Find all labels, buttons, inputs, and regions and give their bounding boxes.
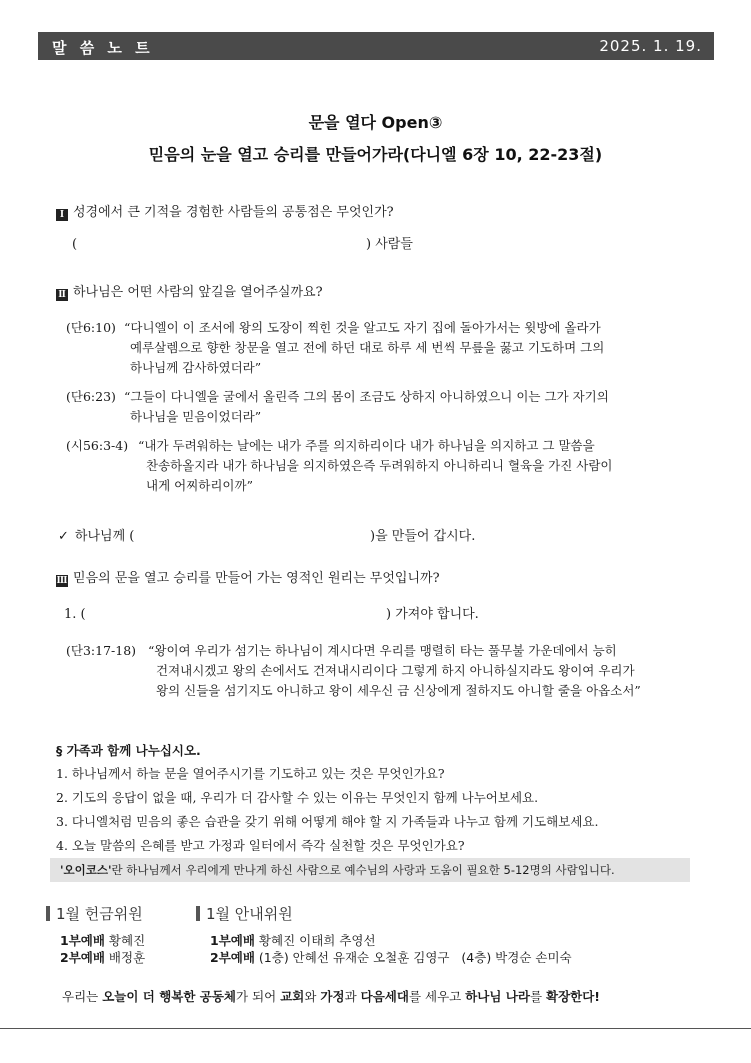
- section3-question: 믿음의 문을 열고 승리를 만들어 가는 영적인 원리는 무엇입니까?: [73, 571, 440, 586]
- guide-row: [210, 932, 376, 949]
- motto-emphasis: 교회: [280, 989, 305, 1004]
- verse-line: “왕이여 우리가 섬기는 하나님이 계시다면 우리를 맹렬히 타는 풀무불 가운데에서 능히: [148, 643, 617, 658]
- guide-committee-heading: [196, 903, 293, 924]
- motto-text: 를: [529, 989, 546, 1004]
- motto-text: 과: [344, 989, 361, 1004]
- verse-line: 내게 어찌하리이까”: [146, 478, 253, 493]
- motto-emphasis: 오늘이 더 행복한 공동체: [102, 989, 237, 1004]
- offering-row: [60, 949, 145, 966]
- bottom-divider: [0, 1028, 751, 1029]
- family-question: 2. 기도의 응답이 없을 때, 우리가 더 감사할 수 있는 이유는 무엇인지 함께 나누어보세요.: [56, 790, 539, 805]
- section3-numeral: Ⅲ: [56, 576, 68, 586]
- oikos-term: '오이코스': [60, 863, 112, 877]
- section2-question-row: [56, 283, 323, 303]
- check-mark-icon: ✓: [58, 529, 69, 544]
- service-label: 1부예배: [210, 933, 255, 948]
- motto-text: 우리는: [62, 989, 103, 1004]
- verse-ref: (단3:17-18): [66, 643, 137, 658]
- verse-ref: (단6:10): [66, 320, 116, 335]
- verse-line: 건져내시겠고 왕의 손에서도 건져내시리이다 그렇게 하지 아니하실지라도 왕이여 우리가: [156, 663, 635, 678]
- verse-line: “그들이 다니엘을 굴에서 올린즉 그의 몸이 조금도 상하지 아니하였으니 이는 그가 자기의: [124, 389, 609, 404]
- member-names: 황혜진: [108, 933, 146, 948]
- check-blank-open: 하나님께 (: [74, 529, 135, 544]
- service-label: 2부예배: [210, 950, 255, 965]
- family-question: 1. 하나님께서 하늘 문을 열어주시기를 기도하고 있는 것은 무엇인가요?: [56, 766, 445, 781]
- section2-question: 하나님은 어떤 사람의 앞길을 열어주실까요?: [73, 285, 323, 300]
- header-title: 말 씀 노 트: [52, 39, 154, 57]
- verse-line: 하나님을 믿음이었더라”: [130, 409, 262, 424]
- verse-line: 찬송하올지라 내가 하나님을 의지하였은즉 두려워하지 아니하리니 혈육을 가진 사람이: [146, 458, 613, 473]
- verse-line: 하나님께 감사하였더라”: [130, 360, 262, 375]
- verse-line: 예루살렘으로 향한 창문을 열고 전에 하던 대로 하루 세 번씩 무릎을 꿇고 기도하며 그의: [130, 340, 605, 355]
- section3-question-row: [56, 569, 440, 589]
- offering-row: [60, 932, 145, 949]
- section1-blank-close: ) 사람들: [366, 237, 413, 252]
- service-label: 2부예배: [60, 950, 105, 965]
- section3-item-close: ) 가져야 합니다.: [386, 607, 479, 622]
- motto-text: 를 세우고: [408, 989, 466, 1004]
- section1-blank-open: (: [72, 237, 78, 252]
- section1-question-row: [56, 203, 394, 223]
- member-names: 황혜진 이태희 추영선: [258, 933, 376, 948]
- check-blank-close: )을 만들어 갑시다.: [370, 529, 476, 544]
- sermon-title: 문을 열다 Open③: [308, 113, 443, 132]
- verse-ref: (단6:23): [66, 389, 116, 404]
- motto-text: 와: [304, 989, 321, 1004]
- section1-question: 성경에서 큰 기적을 경험한 사람들의 공통점은 무엇인가?: [73, 205, 394, 220]
- motto-emphasis: 하나님 나라: [465, 989, 530, 1004]
- guide-committee-title: 1월 안내위원: [206, 905, 293, 923]
- header-date: 2025. 1. 19.: [599, 37, 702, 55]
- member-names: 배정훈: [108, 950, 146, 965]
- church-motto: [62, 987, 600, 1005]
- offering-committee-title: 1월 헌금위원: [56, 905, 143, 923]
- verse-ref: (시56:3-4): [66, 438, 129, 453]
- family-heading: § 가족과 함께 나누십시오.: [56, 743, 201, 758]
- motto-emphasis: 확장한다!: [546, 989, 601, 1004]
- service-label: 1부예배: [60, 933, 105, 948]
- motto-text: 가 되어: [236, 989, 281, 1004]
- section2-numeral: Ⅱ: [56, 289, 68, 301]
- sermon-subtitle: 믿음의 눈을 열고 승리를 만들어가라(다니엘 6장 10, 22-23절): [148, 145, 603, 164]
- member-names: (1층) 안혜선 유재순 오철훈 김영구 (4층) 박경순 손미숙: [258, 950, 572, 965]
- header-bar: [38, 32, 714, 60]
- oikos-definition: 란 하나님께서 우리에게 만나게 하신 사람으로 예수님의 사랑과 도움이 필요한 5-12명의 사람입니다.: [111, 863, 615, 877]
- family-question: 3. 다니엘처럼 믿음의 좋은 습관을 갖기 위해 어떻게 해야 할 지 가족들과 나누고 함께 기도해보세요.: [56, 814, 599, 829]
- motto-emphasis: 가정: [320, 989, 345, 1004]
- oikos-banner: [50, 858, 690, 882]
- heading-bar-icon: [196, 906, 200, 921]
- motto-emphasis: 다음세대: [360, 989, 409, 1004]
- verse-line: 왕의 신들을 섬기지도 아니하고 왕이 세우신 금 신상에게 절하지도 아니할 줄을 아옵소서”: [156, 683, 641, 698]
- check-row: [58, 527, 134, 547]
- family-question: 4. 오늘 말씀의 은혜를 받고 가정과 일터에서 즉각 실천할 것은 무엇인가요?: [56, 838, 465, 853]
- verse-line: “내가 두려워하는 날에는 내가 주를 의지하리이다 내가 하나님을 의지하고 그 말씀을: [138, 438, 595, 453]
- section3-item-open: 1. (: [64, 607, 86, 622]
- verse-line: “다니엘이 이 조서에 왕의 도장이 찍힌 것을 알고도 자기 집에 돌아가서는 윗방에 올라가: [124, 320, 601, 335]
- offering-committee-heading: [46, 903, 143, 924]
- heading-bar-icon: [46, 906, 50, 921]
- section1-numeral: Ⅰ: [56, 209, 68, 221]
- guide-row: [210, 949, 572, 966]
